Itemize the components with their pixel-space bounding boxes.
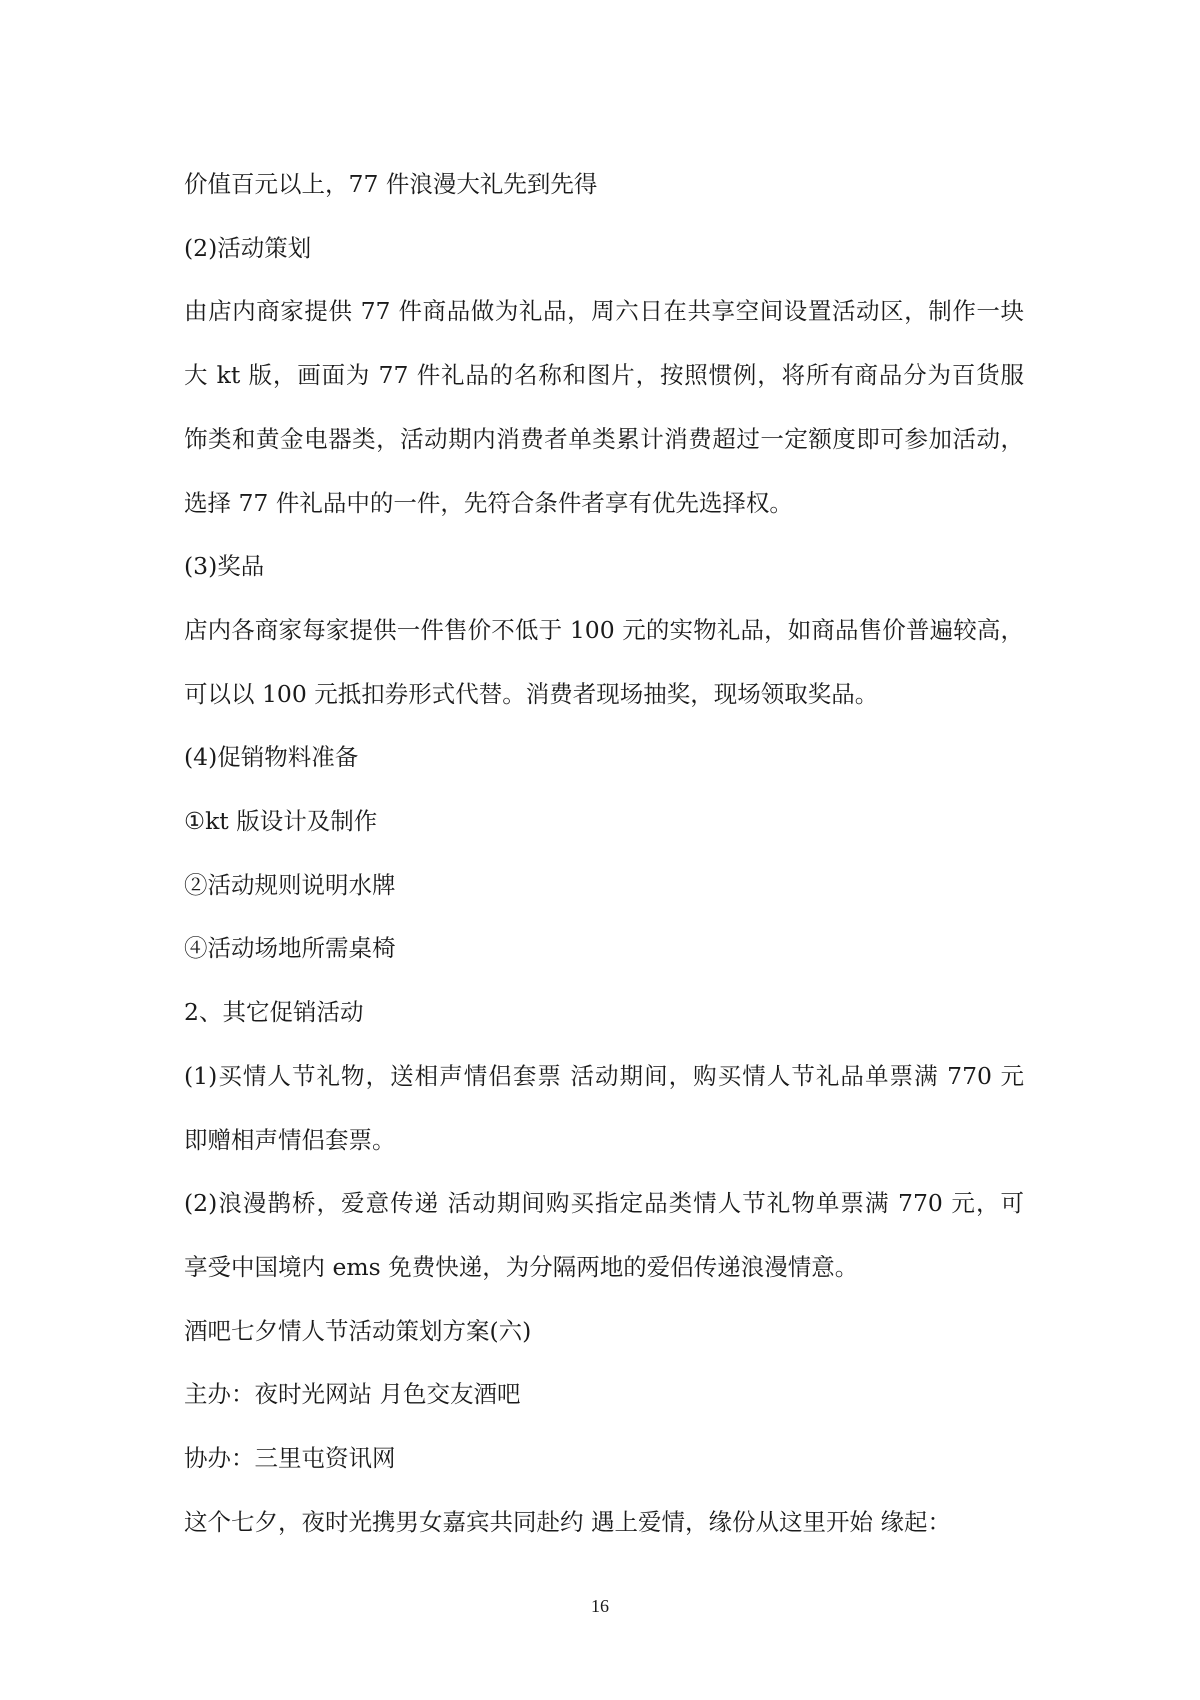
text-line: 可以以 100 元抵扣券形式代替。消费者现场抽奖，现场领取奖品。 — [184, 679, 879, 708]
organizer-line: 主办：夜时光网站 月色交友酒吧 — [184, 1380, 521, 1409]
list-item: ①kt 版设计及制作 — [184, 807, 378, 836]
document-body — [184, 153, 1024, 1554]
text-line: 即赠相声情侣套票。 — [184, 1125, 396, 1154]
text-line: 大 kt 版，画面为 77 件礼品的名称和图片，按照惯例，将所有商品分为百货服 — [184, 361, 1024, 390]
text-line: 选择 77 件礼品中的一件，先符合条件者享有优先选择权。 — [184, 488, 793, 517]
text-line: 享受中国境内 ems 免费快递，为分隔两地的爱侣传递浪漫情意。 — [184, 1252, 859, 1281]
section-heading: (4)促销物料准备 — [184, 743, 359, 772]
text-line: 这个七夕，夜时光携男女嘉宾共同赴约 遇上爱情，缘份从这里开始 缘起： — [184, 1507, 951, 1536]
text-line: (2)浪漫鹊桥，爱意传递 活动期间购买指定品类情人节礼物单票满 770 元，可 — [184, 1189, 1024, 1218]
section-heading: (2)活动策划 — [184, 233, 312, 262]
text-line: (1)买情人节礼物，送相声情侣套票 活动期间，购买情人节礼品单票满 770 元 — [184, 1061, 1024, 1090]
section-heading: 2、其它促销活动 — [184, 998, 364, 1027]
page-number: 16 — [591, 1596, 609, 1616]
text-line: 价值百元以上，77 件浪漫大礼先到先得 — [184, 170, 598, 198]
list-item: ②活动规则说明水牌 — [184, 870, 396, 899]
text-line: 由店内商家提供 77 件商品做为礼品，周六日在共享空间设置活动区，制作一块 — [184, 297, 1024, 326]
co-organizer-line: 协办：三里屯资讯网 — [184, 1444, 396, 1473]
list-item: ④活动场地所需桌椅 — [184, 934, 396, 963]
section-heading: (3)奖品 — [184, 552, 265, 581]
text-line: 饰类和黄金电器类，活动期内消费者单类累计消费超过一定额度即可参加活动， — [184, 424, 1024, 453]
document-heading: 酒吧七夕情人节活动策划方案(六) — [184, 1316, 532, 1345]
text-line: 店内各商家每家提供一件售价不低于 100 元的实物礼品，如商品售价普遍较高， — [184, 615, 1024, 644]
